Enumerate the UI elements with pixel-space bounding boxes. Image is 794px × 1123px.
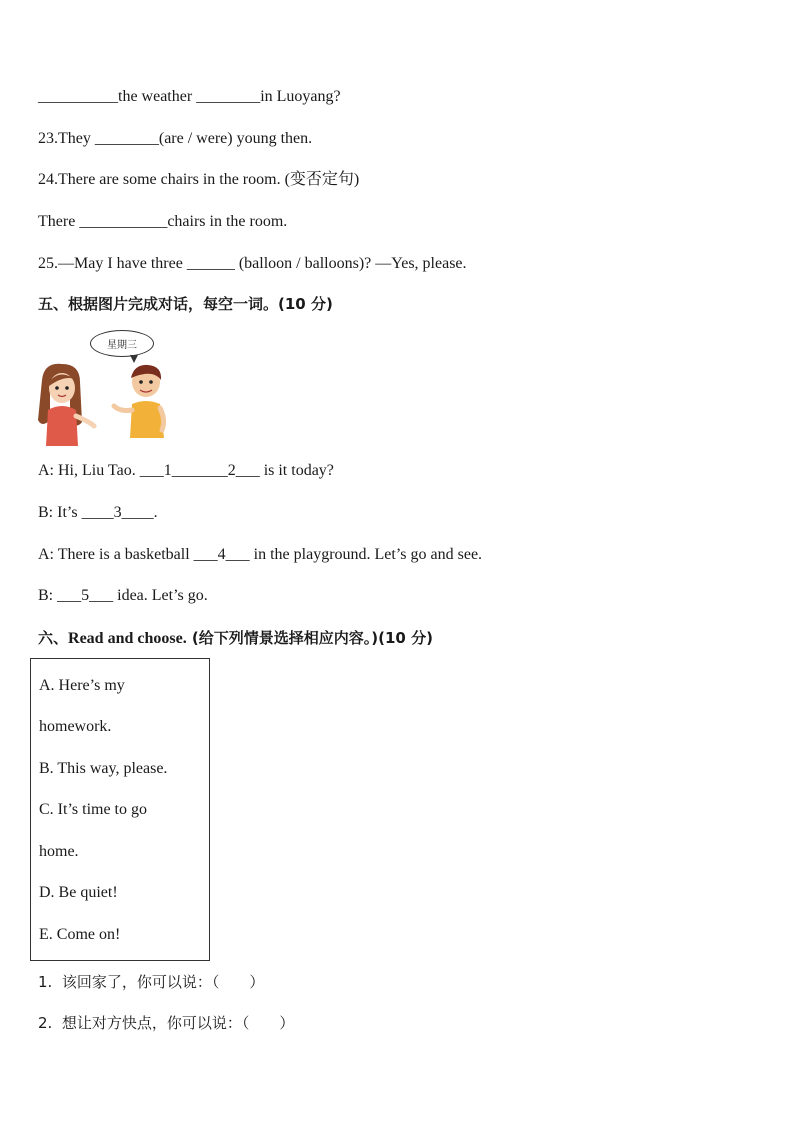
speaker-label: B: [38,587,54,604]
dialog-text: Hi, Liu Tao. [54,462,140,479]
dialog-text: is it today? [259,462,334,479]
girl-figure [38,364,94,446]
option-e: E. Come on! [39,926,121,943]
speaker-label: A: [38,546,54,563]
dialog-line-3 [38,545,482,565]
question-text: (balloon / balloons)? —Yes, please. [234,255,467,272]
section-6-title [38,628,433,649]
option-b: B. This way, please. [39,760,168,777]
q22-text: the weather [118,88,197,105]
question-number: 2. [38,1014,53,1032]
q22-second-line [38,87,341,107]
speaker-label: B: [38,504,54,521]
question-24-answer-line [38,212,287,232]
question-text: 想让对方快点，你可以说：（ ） [61,1014,295,1032]
question-text: 该回家了，你可以说：（ ） [61,973,265,991]
dialog-text: idea. Let’s go. [113,587,208,604]
dialog-line-4 [38,586,208,606]
dialog-line-1 [38,461,334,481]
answer-blank[interactable]: ___________ [79,213,168,230]
boy-figure [114,365,164,438]
answer-blank[interactable]: ________ [94,130,159,147]
dialog-text: There is a basketball [54,546,194,563]
answer-blank[interactable]: __________ [38,88,118,105]
speech-bubble-text: 星期三 [107,340,137,351]
question-text: (are / were) young then. [158,130,313,147]
q22-text-end: in Luoyang? [260,88,341,105]
question-23 [38,129,312,149]
question-number: 24. [38,171,58,188]
section-6-english: Read and choose. [68,630,187,647]
answer-blank[interactable]: ________ [196,88,261,105]
option-a-continued: homework. [39,718,112,735]
dialog-text: It’s [53,504,82,521]
answer-blank[interactable]: ____3____ [81,504,154,521]
answer-blank[interactable]: ___4___ [193,546,250,563]
option-c-continued: home. [39,843,79,860]
answer-blank[interactable]: ___5___ [57,587,114,604]
dialog-text: in the playground. Let’s go and see. [249,546,483,563]
speech-bubble [90,330,154,357]
answer-blank[interactable]: ___1_______2___ [139,462,260,479]
question-text: There are some chairs in the room. (变否定句) [58,171,360,188]
question-25 [38,254,467,274]
dialog-line-2 [38,503,158,523]
option-a: A. Here’s my [39,677,125,694]
choose-question-1 [38,972,264,992]
section-6-chinese: (给下列情景选择相应内容。)(10 分) [186,629,433,647]
question-24 [38,170,359,190]
question-number: 23. [38,130,58,147]
section-6-prefix: 六、 [38,629,69,647]
speaker-label: A: [38,462,54,479]
option-d: D. Be quiet! [39,884,118,901]
question-text: —May I have three [58,255,187,272]
question-number: 25. [38,255,58,272]
option-c: C. It’s time to go [39,801,147,818]
answer-blank[interactable]: ______ [186,255,235,272]
options-box [30,658,210,961]
section-5-title: 五、根据图片完成对话，每空一词。(10 分) [38,295,333,313]
question-text: chairs in the room. [167,213,288,230]
question-text: There [38,213,80,230]
question-number: 1. [38,973,53,991]
choose-question-2 [38,1013,294,1033]
girl-and-boy-illustration [36,360,176,450]
dialog-text: . [153,504,158,521]
question-text: They [58,130,95,147]
